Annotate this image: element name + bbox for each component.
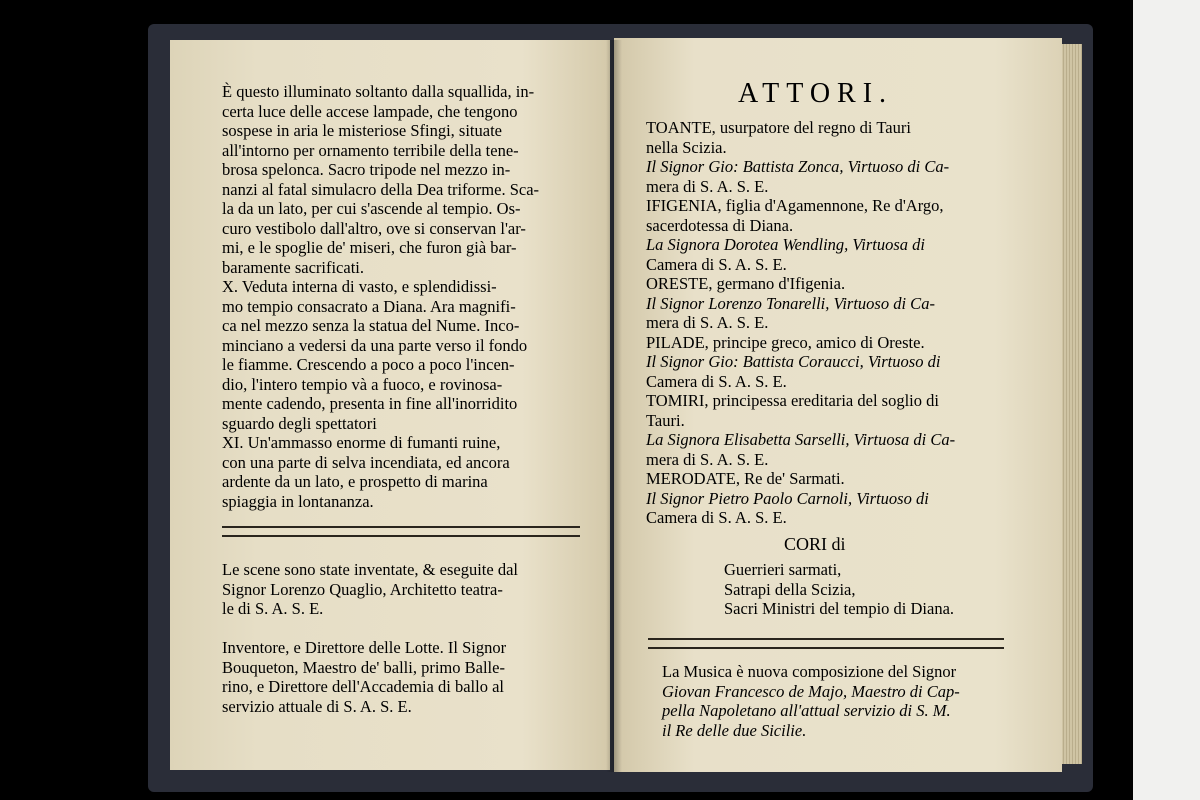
text-line: Camera di S. A. S. E.	[646, 371, 787, 391]
text-line: La Signora Dorotea Wendling, Virtuosa di	[646, 235, 925, 254]
text-line: TOANTE, usurpatore del regno di Tauri	[646, 118, 911, 137]
text-line: nella Scizia.	[646, 137, 727, 157]
text-line: Il Signor Gio: Battista Coraucci, Virtuoso di	[646, 352, 941, 371]
music-credit	[662, 662, 960, 740]
left-divider	[222, 526, 580, 537]
ruler-number: 11	[0, 198, 16, 215]
ruler-number: 6	[0, 108, 8, 125]
ruler-number: 3	[0, 54, 8, 71]
ruler-number: 15	[0, 270, 16, 287]
text-line: con una parte di selva incendiata, ed ancora	[222, 452, 510, 472]
text-line: sacerdotessa di Diana.	[646, 215, 794, 235]
text-line: mera di S. A. S. E.	[646, 449, 769, 469]
text-line: nanzi al fatal simulacro della Dea triforme. Sca-	[222, 179, 540, 199]
measuring-ruler	[1133, 0, 1200, 800]
text-line: mente cadendo, presenta in fine all'inorridito	[222, 394, 518, 413]
text-line: Sacri Ministri del tempio di Diana.	[724, 599, 955, 618]
text-line: Camera di S. A. S. E.	[646, 254, 787, 274]
text-line: sguardo degli spettatori	[222, 413, 377, 433]
text-line: curo vestibolo dall'altro, ove si conservan l'ar-	[222, 218, 526, 238]
text-line: Inventore, e Direttore delle Lotte. Il Signor	[222, 638, 507, 657]
text-line: Camera di S. A. S. E.	[646, 508, 787, 527]
ruler-number: 2	[0, 36, 8, 53]
text-line: Satrapi della Scizia,	[724, 579, 856, 599]
text-line: spiaggia in lontananza.	[222, 491, 374, 511]
ruler-number: 17	[0, 306, 16, 323]
text-line: Giovan Francesco de Majo, Maestro di Cap-	[662, 681, 960, 701]
ruler-number: 4	[0, 72, 8, 89]
ruler-number: 16	[0, 288, 16, 305]
text-line: certa luce delle accese lampade, che tengono	[222, 101, 518, 121]
ruler-number: 14	[0, 252, 16, 269]
text-line: dio, l'intero tempio và a fuoco, e rovinosa-	[222, 374, 503, 394]
ruler-number: 13	[0, 234, 16, 251]
text-line: mera di S. A. S. E.	[646, 176, 769, 196]
text-line: ardente da un lato, e prospetto di marina	[222, 472, 488, 491]
page-heading: ATTORI.	[738, 78, 894, 109]
text-line: TOMIRI, principessa ereditaria del soglio di	[646, 391, 939, 410]
text-line: Il Signor Pietro Paolo Carnoli, Virtuoso di	[646, 488, 929, 508]
text-line: Le scene sono state inventate, & eseguite dal	[222, 560, 518, 579]
text-line: Bouqueton, Maestro de' balli, primo Balle-	[222, 657, 505, 677]
dance-credit	[222, 638, 506, 716]
text-line: X. Veduta interna di vasto, e splendidissi-	[222, 277, 497, 296]
text-line: IFIGENIA, figlia d'Agamennone, Re d'Argo,	[646, 196, 944, 215]
ruler-number: 8	[0, 144, 8, 161]
text-line: le fiamme. Crescendo a poco a poco l'incen-	[222, 355, 515, 374]
chorus-heading: CORI di	[784, 534, 846, 554]
chorus-list	[724, 560, 954, 619]
text-line: le di S. A. S. E.	[222, 599, 324, 618]
text-line: ca nel mezzo senza la statua del Nume. Inco-	[222, 316, 520, 335]
text-line: La Musica è nuova composizione del Signor	[662, 662, 957, 681]
ruler-number: 1	[0, 18, 8, 35]
text-line: XI. Un'ammasso enorme di fumanti ruine,	[222, 433, 501, 452]
text-line: Guerrieri sarmati,	[724, 560, 842, 579]
ruler-number: 12	[0, 216, 16, 233]
text-line: rino, e Direttore dell'Accademia di ballo al	[222, 677, 504, 696]
text-line: il Re delle due Sicilie.	[662, 720, 807, 740]
text-line: Il Signor Gio: Battista Zonca, Virtuoso di Ca-	[646, 157, 950, 176]
text-line: È questo illuminato soltanto dalla squallida, in-	[222, 82, 535, 101]
text-line: sospese in aria le misteriose Sfingi, situate	[222, 121, 502, 140]
text-line: mo tempio consacrato a Diana. Ara magnifi-	[222, 296, 516, 316]
text-line: all'intorno per ornamento terribile della tene-	[222, 140, 519, 160]
text-line: mi, e le spoglie de' miseri, che furon già bar-	[222, 238, 517, 257]
text-line: pella Napoletano all'attual servizio di S. M.	[662, 701, 951, 720]
book-gutter	[606, 40, 622, 772]
text-line: baramente sacrificati.	[222, 257, 364, 277]
ruler-number: 10	[0, 180, 16, 197]
right-divider	[648, 638, 1004, 649]
text-line: la da un lato, per cui s'ascende al tempio. Os-	[222, 199, 521, 218]
cast-list	[646, 118, 955, 528]
text-line: La Signora Elisabetta Sarselli, Virtuosa di Ca-	[646, 430, 956, 449]
text-line: PILADE, principe greco, amico di Oreste.	[646, 332, 925, 352]
text-line: ORESTE, germano d'Ifigenia.	[646, 274, 846, 293]
ruler-label: 0 cm	[0, 0, 32, 17]
ruler-number: 7	[0, 126, 8, 143]
text-line: Signor Lorenzo Quaglio, Architetto teatra-	[222, 579, 503, 599]
left-paragraph	[222, 82, 539, 511]
text-line: MERODATE, Re de' Sarmati.	[646, 469, 845, 488]
ruler-number: 5	[0, 90, 8, 107]
text-line: minciano a vedersi da una parte verso il fondo	[222, 335, 528, 355]
text-line: Il Signor Lorenzo Tonarelli, Virtuoso di Ca-	[646, 293, 935, 313]
ruler-number: 9	[0, 162, 8, 179]
text-line: servizio attuale di S. A. S. E.	[222, 696, 412, 716]
text-line: brosa spelonca. Sacro tripode nel mezzo in-	[222, 160, 511, 179]
text-line: Tauri.	[646, 410, 685, 430]
text-line: mera di S. A. S. E.	[646, 313, 769, 332]
scenes-credit	[222, 560, 518, 619]
